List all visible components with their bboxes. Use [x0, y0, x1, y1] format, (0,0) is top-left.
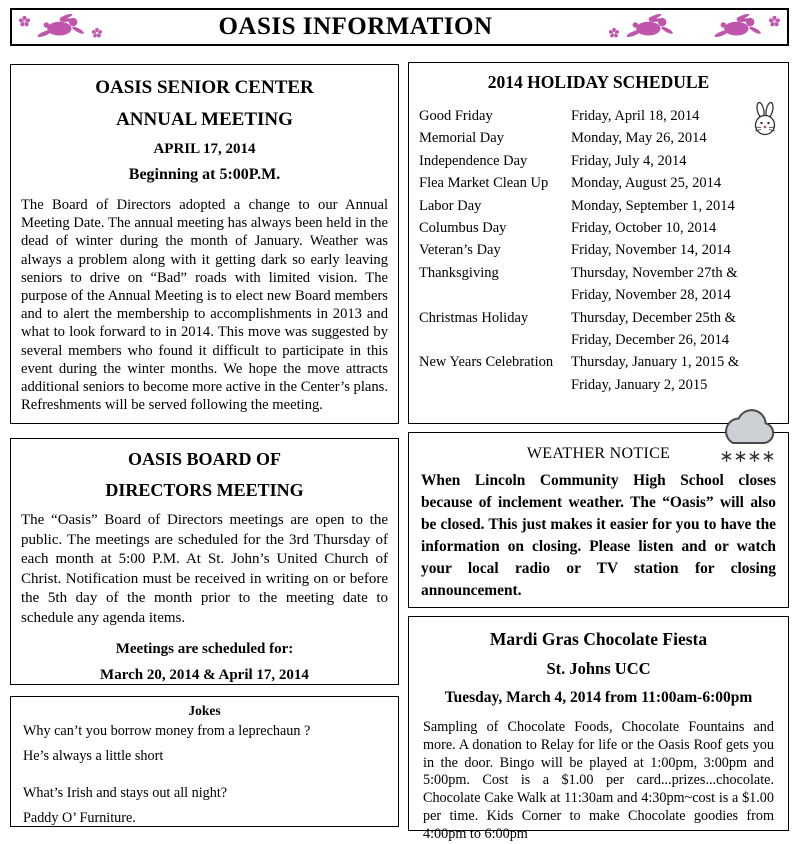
holiday-date: Friday, November 14, 2014 [571, 242, 731, 259]
holiday-name: Independence Day [419, 152, 528, 169]
snowflake-icon [721, 451, 732, 462]
header-right-decorations [608, 12, 781, 42]
holiday-row [419, 217, 778, 239]
holiday-date: Friday, April 18, 2014 [571, 108, 700, 124]
holiday-name: Thanksgiving [419, 264, 499, 281]
rabbit-icon [624, 12, 676, 42]
board-meeting-title-line2: DIRECTORS MEETING [105, 480, 304, 500]
holiday-date: Monday, August 25, 2014 [571, 175, 722, 192]
holiday-row [419, 105, 778, 127]
page-title: OASIS INFORMATION [218, 13, 493, 40]
holiday-date: Friday, July 4, 2014 [571, 152, 687, 169]
holiday-row [419, 351, 778, 396]
holiday-row [419, 262, 778, 307]
flower-icon [608, 27, 620, 39]
header-left-decorations [18, 12, 103, 42]
holiday-name: New Years Celebration [419, 354, 554, 371]
mardi-gras-section [408, 616, 789, 842]
flower-icon [18, 15, 31, 28]
annual-meeting-title-line1: OASIS SENIOR CENTER [95, 77, 314, 98]
holiday-row [419, 307, 778, 352]
holiday-date: Thursday, November 27th & Friday, November 28, 2014 [571, 264, 738, 304]
holiday-name: Good Friday [419, 108, 493, 124]
weather-notice-section [408, 432, 789, 608]
board-meeting-body: The “Oasis” Board of Directors meetings are open to the public. The meetings are scheduled for the 3rd Thursday of each month at 5:00 P.M. At St. John’s United Church of Christ. Notification must be received in writing on or before the 5th day of the month prior to the meeting date to schedule any agenda items. [21, 512, 388, 626]
joke-line: What’s Irish and stays out all night? [23, 785, 228, 801]
mardi-gras-subtitle: St. Johns UCC [546, 659, 651, 678]
holiday-row [419, 239, 778, 261]
snowflake-icon [749, 451, 760, 462]
weather-notice-body: When Lincoln Community High School closes because of inclement weather. The “Oasis” will also be closed. This just makes it easier for you to have the information on closing. Please listen and or watch your local radio or TV station for closing announcement. [421, 472, 776, 599]
annual-meeting-title-line2: ANNUAL MEETING [116, 109, 293, 130]
holiday-name: Memorial Day [419, 130, 504, 147]
weather-notice-title: WEATHER NOTICE [526, 445, 671, 462]
holiday-name: Flea Market Clean Up [419, 175, 549, 192]
holiday-row [419, 172, 778, 194]
holiday-schedule-title: 2014 HOLIDAY SCHEDULE [487, 72, 710, 92]
flower-icon [91, 27, 103, 39]
annual-meeting-section [10, 64, 399, 424]
joke-line: He’s always a little short [23, 748, 164, 764]
holiday-name: Columbus Day [419, 220, 507, 237]
holiday-row [419, 195, 778, 217]
snowflake-icon [763, 451, 774, 462]
holiday-schedule-section [408, 62, 789, 424]
mardi-gras-datetime: Tuesday, March 4, 2014 from 11:00am-6:00pm [444, 689, 753, 706]
holiday-date: Thursday, January 1, 2015 & Friday, January 2, 2015 [571, 354, 740, 393]
mardi-gras-body: Sampling of Chocolate Foods, Chocolate Fountains and more. A donation to Relay for life or the Oasis Roof gets you in the door. Bingo will be played at 1:00pm, 3:00pm and 5:00pm. Cost is a $1.00 per card...prizes...chocolate. Chocolate Cake Walk at 11:30am and 4:30pm~cost is a $1.00 per time. Kids Corner to make Chocolate goodies from 4:00pm to 6:00pm [423, 719, 774, 842]
board-meeting-title-line1: OASIS BOARD OF [127, 449, 282, 469]
holiday-date: Monday, September 1, 2014 [571, 197, 735, 214]
annual-meeting-time: Beginning at 5:00P.M. [128, 166, 281, 183]
holiday-date: Thursday, December 25th & Friday, December 26, 2014 [571, 309, 736, 349]
jokes-section [10, 696, 399, 827]
holiday-row [419, 150, 778, 172]
rabbit-icon [712, 12, 764, 42]
board-schedule-label: Meetings are scheduled for: [115, 640, 294, 657]
joke-line: Paddy O’ Furniture. [23, 810, 136, 826]
holiday-name: Christmas Holiday [419, 309, 529, 326]
holiday-row [419, 127, 778, 149]
flower-icon [768, 15, 781, 28]
joke-line: Why can’t you borrow money from a leprechaun ? [23, 723, 311, 739]
board-schedule-dates: March 20, 2014 & April 17, 2014 [100, 666, 309, 683]
snowflake-icon [735, 451, 746, 462]
header [10, 8, 789, 46]
annual-meeting-date: APRIL 17, 2014 [153, 141, 256, 157]
holiday-name: Labor Day [419, 197, 482, 214]
holiday-date: Monday, May 26, 2014 [571, 130, 707, 147]
holiday-date: Friday, October 10, 2014 [571, 220, 717, 237]
weather-art [712, 409, 782, 462]
holiday-name: Veteran’s Day [419, 242, 501, 259]
mardi-gras-title: Mardi Gras Chocolate Fiesta [489, 629, 708, 649]
annual-meeting-body: The Board of Directors adopted a change to our Annual Meeting Date. The annual meeting has always been held in the dead of winter during the month of January. Weather was always a problem along with it getting dark so early leaving seniors to drive on “Bad” roads with limited vision. The purpose of the Annual Meeting is to elect new Board members and to alert the membership to accomplishments in 2013 and what to look forward to in 2014. This move was suggested by several members who found it difficult to participate in this event during the winter months. We hope the move attracts additional seniors to become more active in the Center’s plans. Refreshments will be served following the meeting. [21, 197, 388, 414]
board-meeting-section [10, 438, 399, 685]
bunny-icon [750, 101, 780, 137]
rabbit-icon [35, 12, 87, 42]
jokes-title: Jokes [188, 703, 221, 718]
